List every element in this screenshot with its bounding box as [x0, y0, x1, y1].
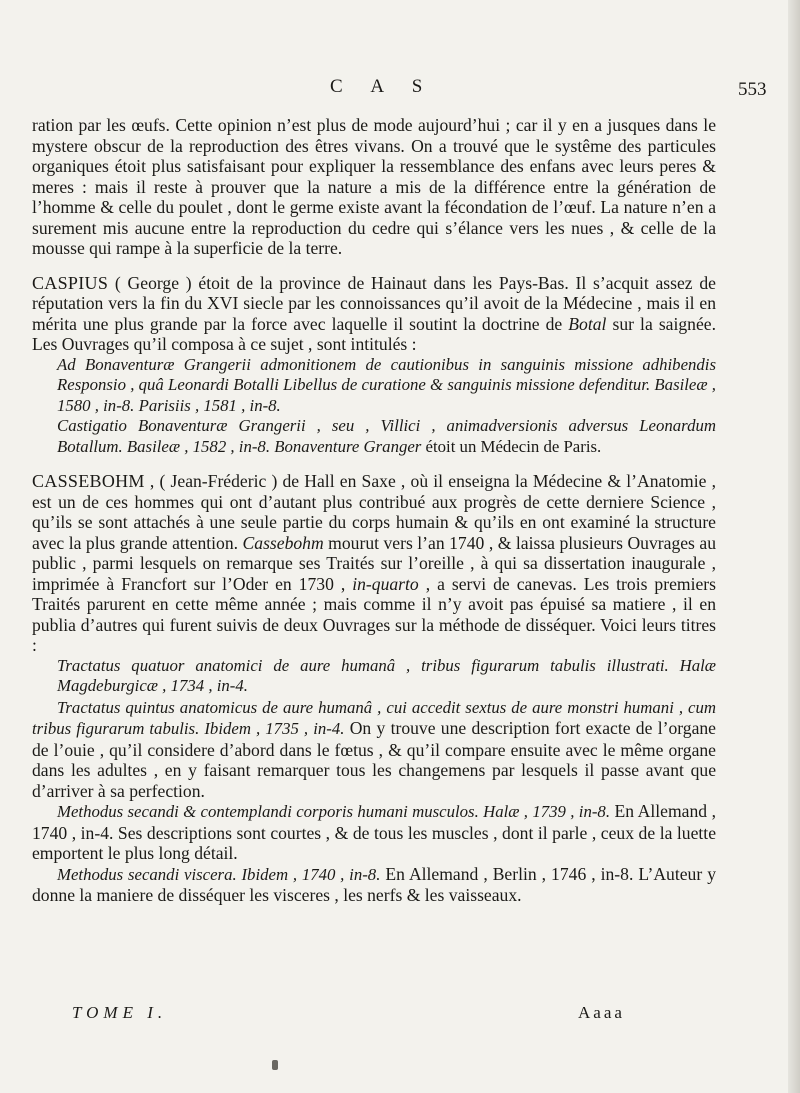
cassebohm-work-4-title: Methodus secandi viscera. Ibidem , 1740 , in-8. [57, 864, 381, 884]
paragraph-continuation: ration par les œufs. Cette opinion n’est plus de mode aujourd’hui ; car il y en a jusques dans le mystere obscur de la reproduction des êtres vivans. On a trouvé que le systême des particules organiques étoit plus satisfaisant pour expliquer la ressemblance des enfans avec leurs peres & meres : mais il reste à prouver que la nature a mis de la différence entre la génération de l’homme & celle du poulet , dont le germe existe avant la fécondation de l’œuf. La nature n’en a surement mis aucune entre la reproduction du cedre qui s’élance vers les nues , & celle de la mousse qui rampe à la superficie de la terre. [32, 115, 716, 258]
caspius-work-2-tail: étoit un Médecin de Paris. [421, 436, 602, 456]
cassebohm-work-3 [32, 801, 716, 864]
ink-blot-mark [272, 1060, 278, 1070]
signature-mark: Aaaa [578, 1003, 625, 1022]
running-head [0, 76, 800, 104]
page-number: 553 [738, 79, 767, 100]
cassebohm-name: Cassebohm [242, 532, 324, 553]
cassebohm-work-1: Tractatus quatuor anatomici de aure humanâ , tribus figurarum tabulis illustrati. Halæ Magdeburgicæ , 1734 , in-4. [57, 655, 716, 695]
cassebohm-text: , ( Jean-Fréderic ) de Hall en Saxe , où il enseigna la Médecine & l’Anatomie , est un de ces hommes qui ont d’autant plus contribué aux progrès de cette derniere Science , qu’ils se sont attachés à une seule partie du corps humain & qu’ils en ont examiné la structure avec la plus grande attention. [32, 471, 716, 553]
page-edge-shadow [788, 0, 800, 1093]
cassebohm-work-4-tail: En Allemand , Berlin , 1746 , in-8. L’Auteur y donne la maniere de disséquer les visceres , les nerfs & les vaisseaux. [32, 863, 716, 905]
cassebohm-work-3-tail: En Allemand , 1740 , in-4. Ses descriptions sont courtes , & de tous les muscles , dont il parle , ceux de la luette emportent le plus long détail. [32, 801, 716, 863]
cassebohm-work-3-title: Methodus secandi & contemplandi corporis humani musculos. Halæ , 1739 , in-8. [57, 802, 611, 821]
caspius-text: ( George ) étoit de la province de Hainaut dans les Pays-Bas. Il s’acquit assez de réputation vers la fin du XVI siecle par les connoissances qu’il avoit de la Médecine , mais il en mérita une plus grande par la force avec laquelle il soutint la doctrine de [32, 272, 716, 334]
page-body [32, 115, 716, 906]
page-footer [0, 1003, 800, 1027]
running-head-title: C A S [330, 76, 435, 97]
cassebohm-text-3: , a servi de canevas. Les trois premiers Traités parurent en cette même année ; mais comme il n’y avoit pas épuisé sa matiere , il en publia d’autres qui furent suivis de deux Ouvrages sur la méthode de disséquer. Voici leurs titres : [32, 573, 716, 655]
entry-cassebohm [32, 471, 716, 656]
cassebohm-text-2: mourut vers l’an 1740 , & laissa plusieurs Ouvrages au public , parmi lesquels on remarque ses Traités sur l’oreille , à qui sa dissertation inaugurale , imprimée à Francfort sur l’Oder en 1730 , [32, 532, 716, 594]
caspius-work-2 [32, 416, 716, 457]
caspius-work-2-title: Castigatio Bonaventuræ Grangerii , seu , Villici , animadversionis adversus Leonardum Botallum. Basileæ , 1582 , in-8. Bonaventure Granger [57, 416, 716, 456]
cassebohm-work-4 [32, 864, 716, 906]
cassebohm-work-2-tail: On y trouve une description fort exacte de l’organe de l’ouie , qu’il considere d’abord dans le fœtus , & qu’il compare ensuite avec le même organe dans les adultes , en y faisant remarquer tous les changemens par lesquels il passe avant que d’arriver à sa perfection. [32, 718, 716, 801]
volume-label: TOME I. [72, 1003, 168, 1022]
caspius-text-2: sur la saignée. Les Ouvrages qu’il composa à ce sujet , sont intitulés : [32, 313, 716, 354]
headword-cassebohm: CASSEBOHM [32, 471, 145, 491]
cassebohm-inquarto: in-quarto [352, 573, 419, 594]
entry-caspius [32, 273, 716, 355]
caspius-work-1: Ad Bonaventuræ Grangerii admonitionem de cautionibus in sanguinis missione adhibendis Responsio , quâ Leonardi Botalli Libellus de curatione & sanguinis missione defenditur. Basileæ , 1580 , in-8. Parisiis , 1581 , in-8. [57, 354, 716, 415]
cassebohm-work-2-title: Tractatus quintus anatomicus de aure humanâ , cui accedit sextus de aure monstri humani , cum tribus figurarum tabulis. Ibidem , 1735 , in-4. [32, 697, 716, 738]
headword-caspius: CASPIUS [32, 272, 109, 293]
cassebohm-work-2 [32, 697, 716, 802]
caspius-botal: Botal [568, 313, 607, 334]
